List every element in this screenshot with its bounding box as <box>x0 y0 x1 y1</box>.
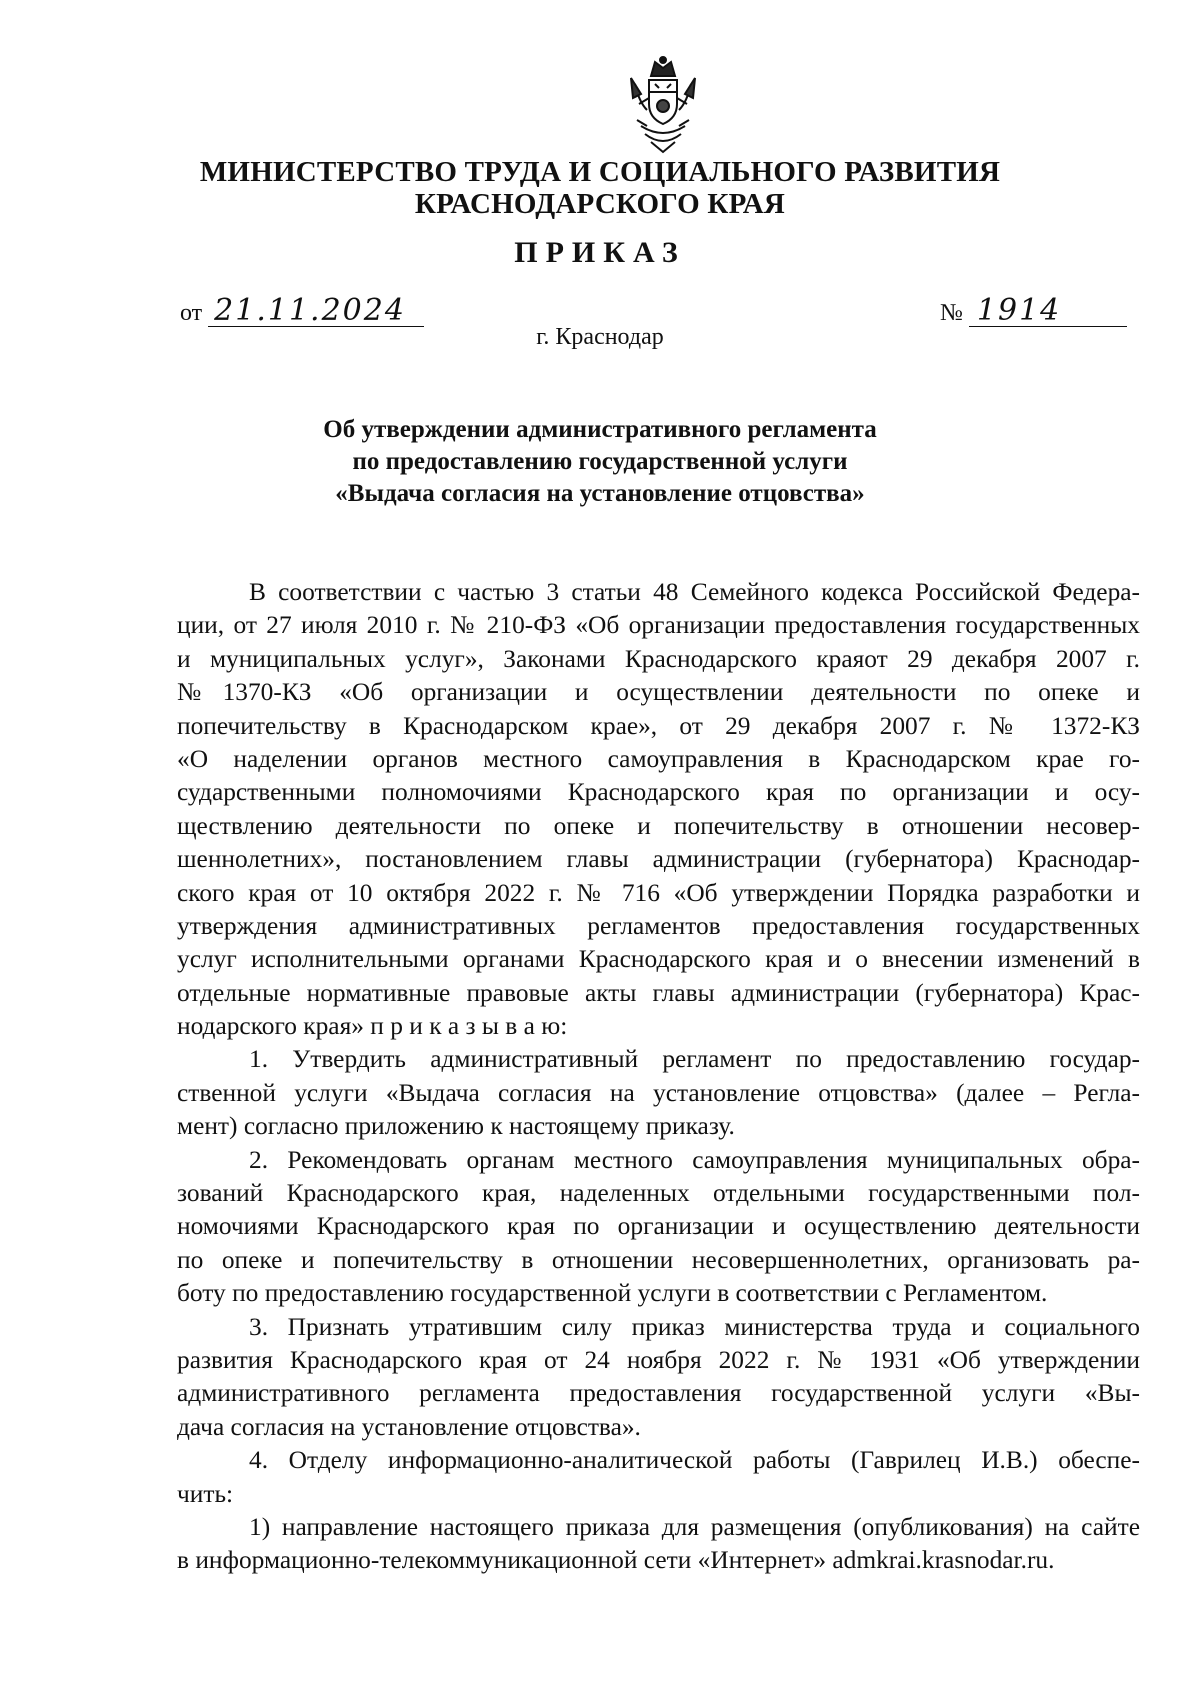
body-line: 1) направление настоящего приказа для размещения (опубликования) на сайте <box>249 1512 1140 1541</box>
body-line: зований Краснодарского края, наделенных отдельными государственными пол- <box>177 1179 1140 1208</box>
body-line: услуг исполнительными органами Краснодарского края и о внесении изменений в <box>177 945 1140 974</box>
date-field <box>180 293 424 328</box>
number-label: № <box>940 300 963 326</box>
ministry-name-line1: МИНИСТЕРСТВО ТРУДА И СОЦИАЛЬНОГО РАЗВИТИЯ <box>199 156 1001 188</box>
body-line: 1. Утвердить административный регламент по предоставлению государ- <box>249 1045 1140 1074</box>
body-line: ции, от 27 июля 2010 г. № 210-ФЗ «Об организации предоставления государственных <box>177 611 1140 640</box>
body-line: по опеке и попечительству в отношении несовершеннолетних, организовать ра- <box>177 1245 1140 1274</box>
body-line: чить: <box>177 1479 234 1508</box>
body-line: развития Краснодарского края от 24 ноября 2022 г. № 1931 «Об утверждении <box>177 1345 1140 1374</box>
body-line: шеннолетних», постановлением главы администрации (губернатора) Краснодар- <box>177 845 1140 874</box>
body-line: №1370-КЗ «Об организации и осуществлении деятельности по опеке и <box>177 678 1140 707</box>
date-label: от <box>180 300 203 326</box>
body-line: попечительству в Краснодарском крае», от 29 декабря 2007 г. № 1372-КЗ <box>177 711 1140 740</box>
body-line: 4. Отделу информационно-аналитической работы (Гаврилец И.В.) обеспе- <box>249 1446 1140 1475</box>
body-line: номочиями Краснодарского края по организации и осуществлению деятельности <box>177 1212 1140 1241</box>
coat-of-arms-icon <box>625 54 701 154</box>
body-line: и муниципальных услуг», Законами Краснодарского краяот 29 декабря 2007 г. <box>177 644 1140 673</box>
body-line: нодарского края» п р и к а з ы в а ю: <box>177 1012 568 1041</box>
date-value: 21.11.2024 <box>208 296 424 327</box>
body-line: сударственными полномочиями Краснодарского края по организации и осу- <box>177 778 1140 807</box>
body-line: административного регламента предоставления государственной услуги «Вы- <box>177 1379 1140 1408</box>
subject-line2: по предоставлению государственной услуги <box>352 448 848 475</box>
body-line: боту по предоставлению государственной услуги в соответствии с Регламентом. <box>177 1279 1048 1308</box>
body-line: «О наделении органов местного самоуправления в Краснодарском крае го- <box>177 744 1140 773</box>
body-line: утверждения административных регламентов предоставления государственных <box>177 911 1140 940</box>
body-line: ществлению деятельности по опеке и попечительству в отношении несовер- <box>177 811 1140 840</box>
document-body <box>177 576 1140 1578</box>
body-line: ского края от 10 октября 2022 г. № 716 «Об утверждении Порядка разработки и <box>177 878 1140 907</box>
document-type-title: ПРИКАЗ <box>514 236 686 269</box>
body-line: дача согласия на установление отцовства». <box>177 1412 641 1441</box>
body-line: в информационно-телекоммуникационной сети «Интернет» admkrai.krasnodar.ru. <box>177 1546 1055 1575</box>
subject-line1: Об утверждении административного регламента <box>323 416 877 443</box>
body-line: мент) согласно приложению к настоящему приказу. <box>177 1112 735 1141</box>
city-label: г. Краснодар <box>536 324 664 350</box>
body-line: В соответствии с частью 3 статьи 48 Семейного кодекса Российской Федера- <box>249 578 1140 606</box>
ministry-name-line2: КРАСНОДАРСКОГО КРАЯ <box>414 188 786 220</box>
body-line: ственной услуги «Выдача согласия на установление отцовства» (далее – Регла- <box>177 1078 1140 1107</box>
number-value: 1914 <box>969 296 1127 327</box>
body-line: 3. Признать утратившим силу приказ министерства труда и социального <box>249 1312 1140 1341</box>
subject-line3: «Выдача согласия на установление отцовства» <box>335 480 865 507</box>
body-line: отдельные нормативные правовые акты главы администрации (губернатора) Крас- <box>177 978 1140 1007</box>
number-field <box>940 293 1127 328</box>
body-line: 2. Рекомендовать органам местного самоуправления муниципальных обра- <box>249 1145 1140 1174</box>
